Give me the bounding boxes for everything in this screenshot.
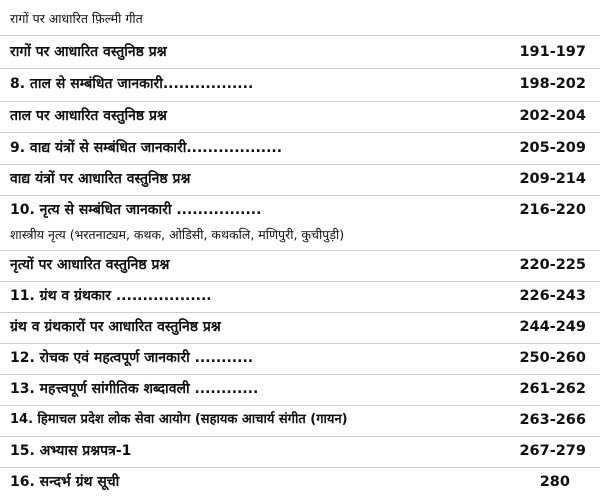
toc-entry-title: 10. नृत्य से सम्बंधित जानकारी ................ (10, 202, 262, 218)
toc-entry-title: 15. अभ्यास प्रश्नपत्र-1 (10, 443, 132, 459)
toc-entry-pages: 191-197 (519, 44, 586, 60)
toc-entry-title: 8. ताल से सम्बंधित जानकारी................. (10, 76, 254, 92)
toc-entry-pages: 198-202 (519, 76, 586, 92)
toc-entry-title: रागों पर आधारित फ़िल्मी गीत (10, 11, 143, 26)
toc-entry-title: 13. महत्त्वपूर्ण सांगीतिक शब्दावली ............ (10, 381, 259, 397)
toc-entry-title: ग्रंथ व ग्रंथकारों पर आधारित वस्तुनिष्ठ प्रश्न (10, 319, 221, 335)
toc-entry-pages: 202-204 (519, 108, 586, 124)
toc-entry-pages: 267-279 (519, 443, 586, 459)
row-divider (0, 436, 600, 437)
toc-entry-title: 9. वाद्य यंत्रों से सम्बंधित जानकारी.................. (10, 140, 283, 156)
toc-entry-pages: 220-225 (519, 257, 586, 273)
toc-entry-title: 12. रोचक एवं महत्वपूर्ण जानकारी ........... (10, 350, 254, 366)
toc-entry-title: शास्त्रीय नृत्य (भरतनाट्यम, कथक, ओडिसी, कथकलि, मणिपुरी, कुचीपुड़ी) (10, 227, 345, 242)
row-divider (0, 132, 600, 133)
row-divider (0, 467, 600, 468)
toc-entry-title: रागों पर आधारित वस्तुनिष्ठ प्रश्न (10, 44, 167, 60)
row-divider (0, 195, 600, 196)
toc-entry-pages: 261-262 (519, 381, 586, 397)
toc-entry-title: ताल पर आधारित वस्तुनिष्ठ प्रश्न (10, 108, 167, 124)
row-divider (0, 312, 600, 313)
row-divider (0, 164, 600, 165)
toc-entry-pages: 280 (539, 474, 570, 490)
row-divider (0, 281, 600, 282)
toc-entry-pages: 250-260 (519, 350, 586, 366)
toc-entry-pages: 216-220 (519, 202, 586, 218)
toc-entry-title: नृत्यों पर आधारित वस्तुनिष्ठ प्रश्न (10, 257, 170, 273)
toc-entry-pages: 244-249 (519, 319, 586, 335)
toc-entry-pages: 226-243 (519, 288, 586, 304)
toc-entry-pages: 205-209 (519, 140, 586, 156)
row-divider (0, 35, 600, 36)
toc-entry-pages: 209-214 (519, 171, 586, 187)
toc-entry-title: वाद्य यंत्रों पर आधारित वस्तुनिष्ठ प्रश्न (10, 171, 191, 187)
row-divider (0, 405, 600, 406)
row-divider (0, 68, 600, 69)
toc-entry-title: 16. सन्दर्भ ग्रंथ सूची (10, 474, 120, 490)
row-divider (0, 343, 600, 344)
toc-entry-title: 11. ग्रंथ व ग्रंथकार .................. (10, 288, 212, 304)
row-divider (0, 374, 600, 375)
toc-entry-pages: 263-266 (519, 412, 586, 428)
row-divider (0, 250, 600, 251)
toc-entry-title: 14. हिमाचल प्रदेश लोक सेवा आयोग (सहायक आचार्य संगीत (गायन) (10, 412, 348, 427)
row-divider (0, 101, 600, 102)
